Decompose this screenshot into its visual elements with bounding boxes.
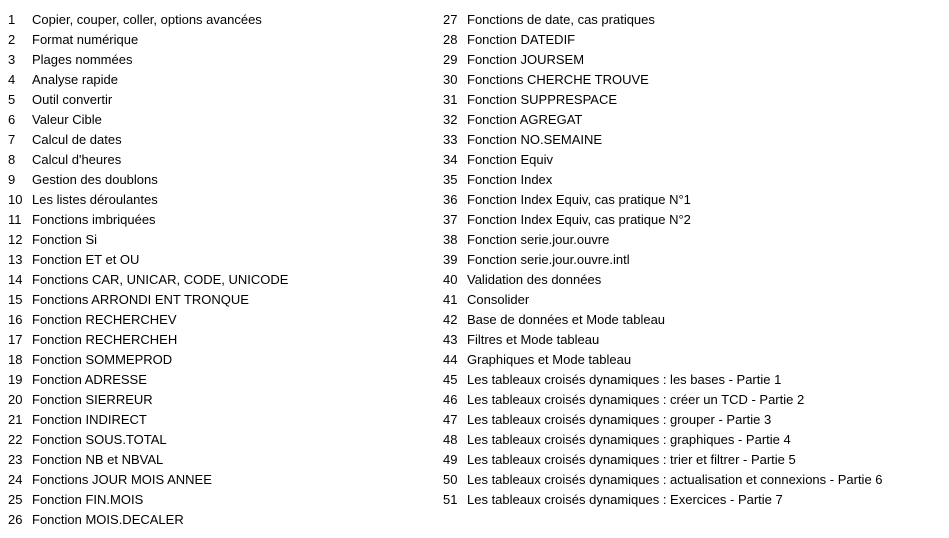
- item-label: Fonctions de date, cas pratiques: [467, 12, 655, 27]
- item-label: Analyse rapide: [32, 72, 118, 87]
- item-number: 20: [8, 392, 23, 407]
- item-label: Format numérique: [32, 32, 139, 47]
- item-label: Base de données et Mode tableau: [467, 312, 666, 327]
- list-item: [8, 330, 428, 350]
- item-number: 1: [8, 12, 16, 27]
- list-item: [8, 170, 428, 190]
- list-item: [8, 90, 428, 110]
- item-label: Consolider: [467, 292, 530, 307]
- item-label: Graphiques et Mode tableau: [467, 352, 632, 367]
- item-label: Fonction NB et NBVAL: [32, 452, 164, 467]
- item-number: 15: [8, 292, 23, 307]
- item-number: 35: [443, 172, 458, 187]
- item-number: 41: [443, 292, 458, 307]
- item-number: 6: [8, 112, 16, 127]
- item-number: 46: [443, 392, 458, 407]
- item-label: Fonction DATEDIF: [467, 32, 576, 47]
- item-label: Valeur Cible: [32, 112, 102, 127]
- item-number: 44: [443, 352, 458, 367]
- list-item: [8, 370, 428, 390]
- item-number: 3: [8, 52, 16, 67]
- list-item: [8, 250, 428, 270]
- item-label: Fonctions JOUR MOIS ANNEE: [32, 472, 212, 487]
- list-item: [8, 310, 428, 330]
- list-item: [443, 110, 943, 130]
- list-item: [8, 150, 428, 170]
- item-number: 23: [8, 452, 23, 467]
- list-item: [8, 210, 428, 230]
- item-label: Fonction NO.SEMAINE: [467, 132, 603, 147]
- list-item: [8, 50, 428, 70]
- item-label: Fonction SUPPRESPACE: [467, 92, 618, 107]
- item-number: 19: [8, 372, 23, 387]
- list-item: [443, 350, 943, 370]
- item-number: 29: [443, 52, 458, 67]
- item-label: Outil convertir: [32, 92, 113, 107]
- item-label: Fonction ADRESSE: [32, 372, 147, 387]
- list-item: [443, 290, 943, 310]
- list-item: [443, 190, 943, 210]
- item-number: 34: [443, 152, 458, 167]
- item-label: Validation des données: [467, 272, 602, 287]
- list-item: [8, 110, 428, 130]
- item-number: 39: [443, 252, 458, 267]
- list-item: [443, 330, 943, 350]
- item-label: Filtres et Mode tableau: [467, 332, 600, 347]
- list-item: [443, 230, 943, 250]
- item-number: 50: [443, 472, 458, 487]
- lesson-list-right: [443, 10, 943, 510]
- item-label: Fonction ET et OU: [32, 252, 140, 267]
- lesson-list-left: [8, 10, 428, 530]
- item-number: 22: [8, 432, 23, 447]
- item-label: Fonction JOURSEM: [467, 52, 585, 67]
- item-number: 37: [443, 212, 458, 227]
- item-label: Les listes déroulantes: [32, 192, 158, 207]
- item-number: 47: [443, 412, 458, 427]
- list-item: [443, 50, 943, 70]
- item-number: 13: [8, 252, 23, 267]
- item-number: 28: [443, 32, 458, 47]
- item-number: 12: [8, 232, 23, 247]
- item-number: 36: [443, 192, 458, 207]
- list-item: [8, 510, 428, 530]
- list-item: [8, 290, 428, 310]
- item-number: 31: [443, 92, 458, 107]
- item-number: 17: [8, 332, 23, 347]
- item-label: Copier, couper, coller, options avancées: [32, 12, 262, 27]
- list-item: [8, 350, 428, 370]
- item-label: Plages nommées: [32, 52, 133, 67]
- list-item: [443, 470, 943, 490]
- item-label: Les tableaux croisés dynamiques : les bases - Partie 1: [467, 372, 782, 387]
- item-number: 43: [443, 332, 458, 347]
- item-number: 21: [8, 412, 23, 427]
- list-item: [443, 10, 943, 30]
- item-number: 14: [8, 272, 23, 287]
- item-number: 32: [443, 112, 458, 127]
- item-number: 26: [8, 512, 23, 527]
- item-number: 49: [443, 452, 458, 467]
- item-number: 7: [8, 132, 16, 147]
- item-label: Gestion des doublons: [32, 172, 158, 187]
- list-item: [443, 390, 943, 410]
- list-item: [8, 230, 428, 250]
- list-item: [443, 90, 943, 110]
- list-item: [443, 270, 943, 290]
- list-item: [443, 250, 943, 270]
- list-item: [8, 450, 428, 470]
- item-label: Fonction SOMMEPROD: [32, 352, 173, 367]
- list-item: [443, 490, 943, 510]
- item-number: 11: [8, 212, 22, 227]
- item-label: Fonction Index: [467, 172, 553, 187]
- list-item: [8, 470, 428, 490]
- item-label: Calcul de dates: [32, 132, 122, 147]
- item-label: Fonctions ARRONDI ENT TRONQUE: [32, 292, 249, 307]
- item-label: Les tableaux croisés dynamiques : graphiques - Partie 4: [467, 432, 791, 447]
- item-label: Fonctions CHERCHE TROUVE: [467, 72, 649, 87]
- item-number: 8: [8, 152, 16, 167]
- list-item: [443, 450, 943, 470]
- list-item: [8, 70, 428, 90]
- list-item: [8, 10, 428, 30]
- item-label: Les tableaux croisés dynamiques : créer un TCD - Partie 2: [467, 392, 805, 407]
- item-label: Fonction SIERREUR: [32, 392, 153, 407]
- list-item: [443, 410, 943, 430]
- item-label: Fonctions CAR, UNICAR, CODE, UNICODE: [32, 272, 289, 287]
- item-number: 10: [8, 192, 23, 207]
- item-number: 38: [443, 232, 458, 247]
- item-label: Fonction RECHERCHEV: [32, 312, 177, 327]
- list-item: [443, 170, 943, 190]
- list-item: [443, 70, 943, 90]
- item-label: Fonction Index Equiv, cas pratique N°2: [467, 212, 691, 227]
- item-label: Fonction serie.jour.ouvre: [467, 232, 610, 247]
- item-label: Fonction AGREGAT: [467, 112, 583, 127]
- list-item: [443, 210, 943, 230]
- item-number: 25: [8, 492, 23, 507]
- item-number: 16: [8, 312, 23, 327]
- item-number: 27: [443, 12, 458, 27]
- list-item: [443, 430, 943, 450]
- item-number: 18: [8, 352, 23, 367]
- item-number: 51: [443, 492, 458, 507]
- list-item: [8, 390, 428, 410]
- item-number: 9: [8, 172, 16, 187]
- item-number: 42: [443, 312, 458, 327]
- list-item: [8, 30, 428, 50]
- item-label: Fonctions imbriquées: [32, 212, 156, 227]
- item-label: Les tableaux croisés dynamiques : Exercices - Partie 7: [467, 492, 783, 507]
- item-label: Les tableaux croisés dynamiques : trier et filtrer - Partie 5: [467, 452, 796, 467]
- item-number: 45: [443, 372, 458, 387]
- list-item: [443, 130, 943, 150]
- item-label: Fonction FIN.MOIS: [32, 492, 144, 507]
- item-number: 48: [443, 432, 458, 447]
- item-number: 2: [8, 32, 16, 47]
- list-item: [8, 130, 428, 150]
- item-label: Fonction Si: [32, 232, 98, 247]
- item-number: 24: [8, 472, 23, 487]
- item-number: 40: [443, 272, 458, 287]
- item-label: Fonction RECHERCHEH: [32, 332, 178, 347]
- list-item: [8, 410, 428, 430]
- item-label: Fonction MOIS.DECALER: [32, 512, 184, 527]
- item-label: Fonction SOUS.TOTAL: [32, 432, 167, 447]
- list-item: [8, 490, 428, 510]
- item-number: 4: [8, 72, 16, 87]
- item-label: Les tableaux croisés dynamiques : actualisation et connexions - Partie 6: [467, 472, 883, 487]
- item-label: Fonction Equiv: [467, 152, 553, 167]
- list-item: [443, 310, 943, 330]
- list-item: [443, 30, 943, 50]
- list-item: [443, 370, 943, 390]
- item-number: 5: [8, 92, 16, 107]
- list-item: [8, 270, 428, 290]
- item-number: 33: [443, 132, 458, 147]
- item-label: Fonction INDIRECT: [32, 412, 147, 427]
- item-label: Les tableaux croisés dynamiques : grouper - Partie 3: [467, 412, 772, 427]
- list-item: [8, 190, 428, 210]
- list-item: [443, 150, 943, 170]
- item-label: Calcul d'heures: [32, 152, 122, 167]
- item-number: 30: [443, 72, 458, 87]
- item-label: Fonction Index Equiv, cas pratique N°1: [467, 192, 691, 207]
- list-item: [8, 430, 428, 450]
- item-label: Fonction serie.jour.ouvre.intl: [467, 252, 630, 267]
